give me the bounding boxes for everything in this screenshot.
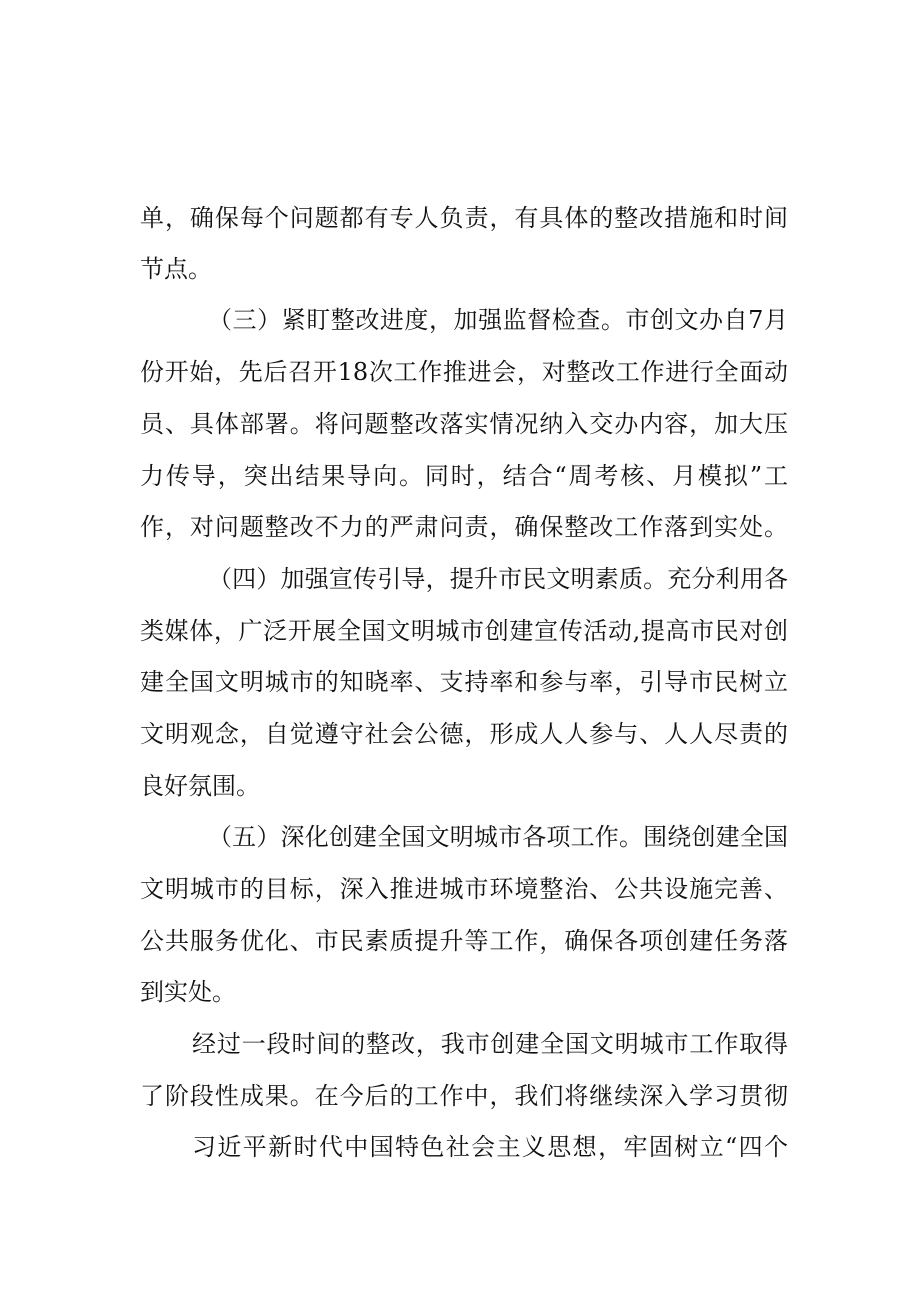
text-line: （五）深化创建全国文明城市各项工作。围绕创建全国 <box>208 823 788 851</box>
text-line: 文明观念，自觉遵守社会公德，形成人人参与、人人尽责的 <box>140 720 788 748</box>
text-line: 了阶段性成果。在今后的工作中，我们将继续深入学习贯彻 <box>140 1082 788 1110</box>
text-line: 到实处。 <box>140 978 236 1006</box>
text-line: 份开始，先后召开18次工作推进会，对整改工作进行全面动 <box>140 358 788 386</box>
text-line: 习近平新时代中国特色社会主义思想，牢固树立“四个 <box>192 1133 788 1161</box>
text-line: 良好氛围。 <box>140 772 260 800</box>
text-line: 经过一段时间的整改，我市创建全国文明城市工作取得 <box>192 1030 788 1058</box>
text-line: 建全国文明城市的知晓率、支持率和参与率，引导市民树立 <box>140 668 788 696</box>
text-line: 单，确保每个问题都有专人负责，有具体的整改措施和时间 <box>140 204 788 232</box>
text-line: 公共服务优化、市民素质提升等工作，确保各项创建任务落 <box>140 927 788 955</box>
text-line: 节点。 <box>140 255 212 283</box>
text-line: 力传导，突出结果导向。同时，结合“周考核、月模拟”工 <box>140 462 788 490</box>
text-line: 类媒体，广泛开展全国文明城市创建宣传活动,提高市民对创 <box>140 617 788 645</box>
text-line: 员、具体部署。将问题整改落实情况纳入交办内容，加大压 <box>140 410 788 438</box>
text-line: 文明城市的目标，深入推进城市环境整治、公共设施完善、 <box>140 875 788 903</box>
text-line: （三）紧盯整改进度，加强监督检查。市创文办自7月 <box>208 306 788 334</box>
text-line: （四）加强宣传引导，提升市民文明素质。充分利用各 <box>208 565 788 593</box>
text-line: 作，对问题整改不力的严肃问责，确保整改工作落到实处。 <box>140 513 788 541</box>
